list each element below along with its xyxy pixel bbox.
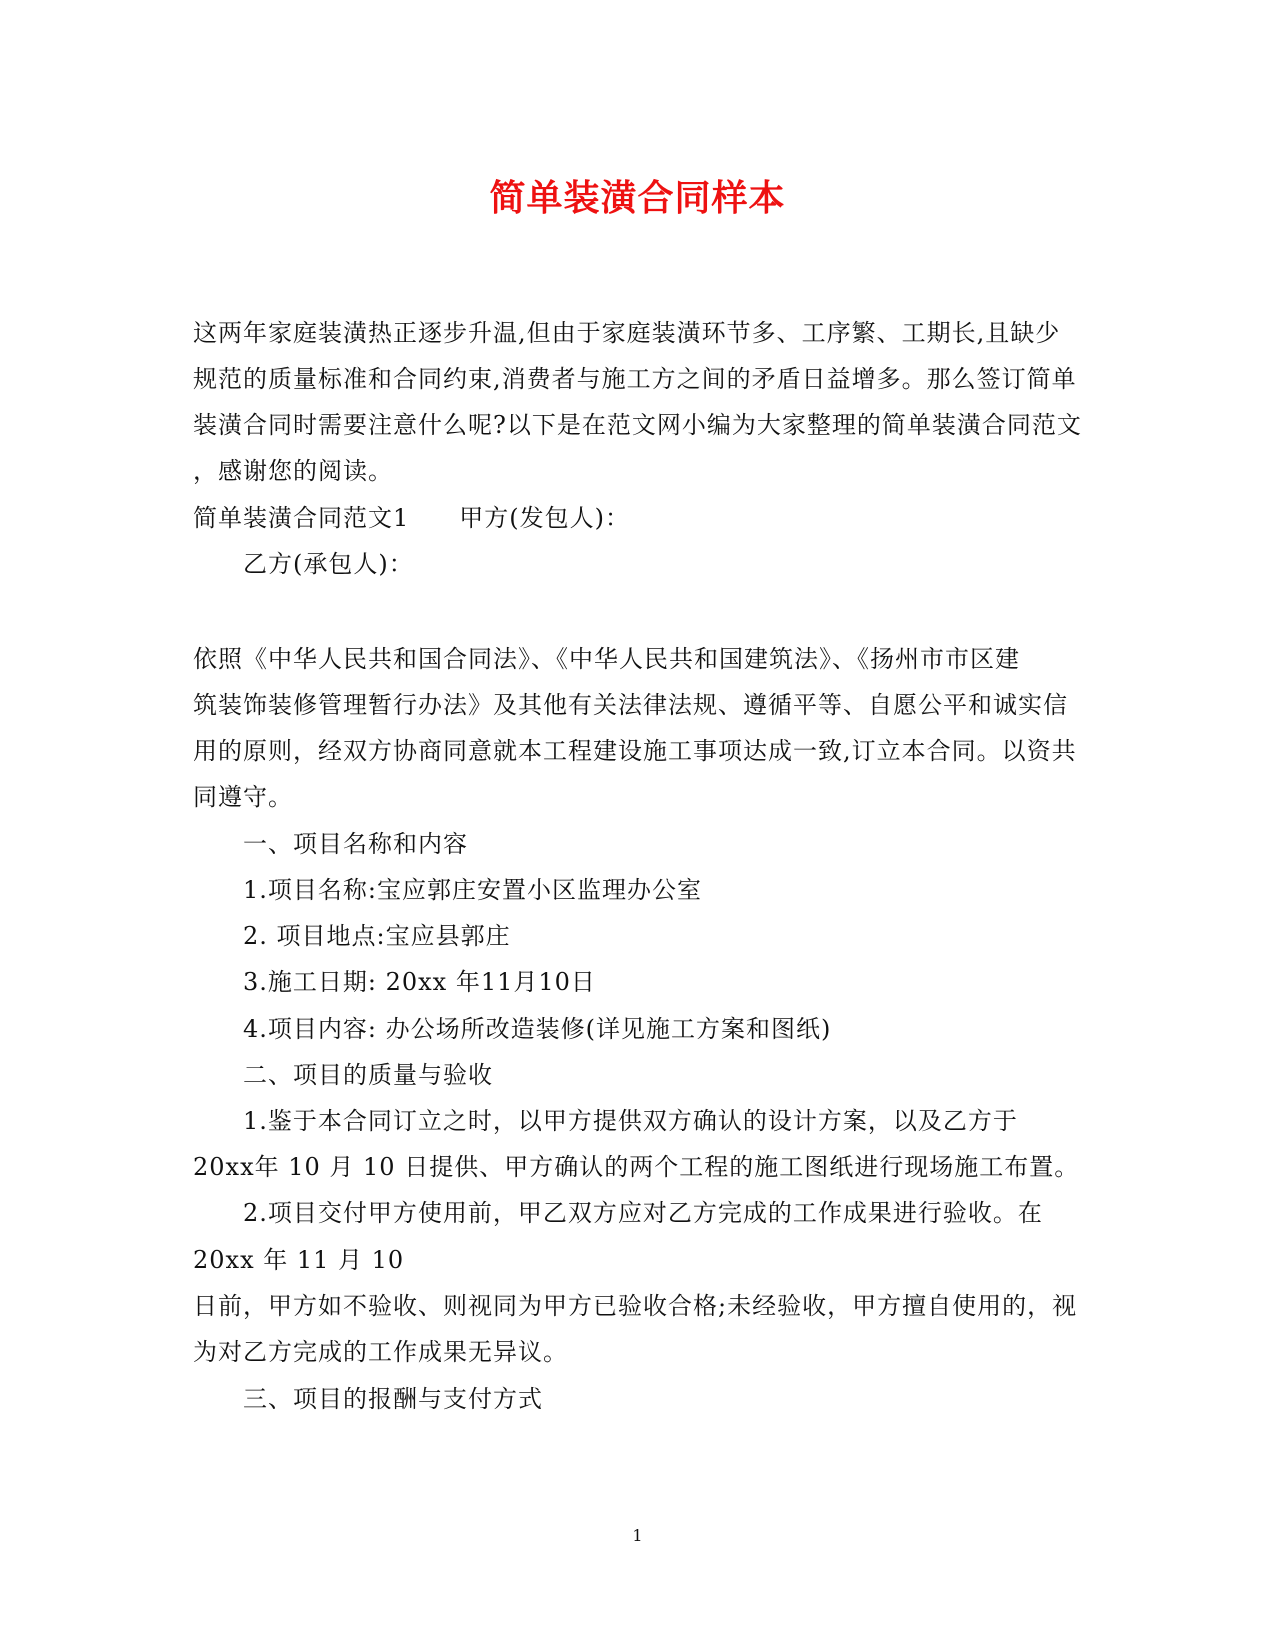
paragraph-line: 2.项目交付甲方使用前，甲乙双方应对乙方完成的工作成果进行验收。在 [243, 1199, 1043, 1227]
paragraph-line: 装潢合同时需要注意什么呢?以下是在范文网小编为大家整理的简单装潢合同范文 [193, 411, 1082, 439]
section-heading: 二、项目的质量与验收 [243, 1061, 493, 1089]
paragraph-line: 依照《中华人民共和国合同法》、《中华人民共和国建筑法》、《扬州市市区建 [193, 645, 1020, 673]
paragraph-line: 这两年家庭装潢热正逐步升温,但由于家庭装潢环节多、工序繁、工期长,且缺少 [193, 319, 1061, 347]
paragraph-line: 日前，甲方如不验收、则视同为甲方已验收合格;未经验收，甲方擅自使用的，视 [193, 1292, 1078, 1320]
paragraph-line: 同遵守。 [193, 783, 293, 811]
paragraph-line: 规范的质量标准和合同约束,消费者与施工方之间的矛盾日益增多。那么签订简单 [193, 365, 1077, 393]
paragraph-line: ，感谢您的阅读。 [193, 457, 393, 485]
paragraph-line: 1.项目名称:宝应郭庄安置小区监理办公室 [243, 876, 702, 904]
paragraph-line: 4.项目内容: 办公场所改造装修(详见施工方案和图纸) [243, 1015, 832, 1043]
paragraph-line: 用的原则，经双方协商同意就本工程建设施工事项达成一致,订立本合同。以资共 [193, 737, 1077, 765]
section-heading: 一、项目名称和内容 [243, 830, 468, 858]
paragraph-line: 乙方(承包人)： [243, 550, 414, 578]
paragraph-line: 筑装饰装修管理暂行办法》及其他有关法律法规、遵循平等、自愿公平和诚实信 [193, 691, 1068, 719]
section-heading: 三、项目的报酬与支付方式 [243, 1385, 543, 1413]
document-title: 简单装潢合同样本 [489, 177, 786, 219]
paragraph-line: 2. 项目地点:宝应县郭庄 [243, 922, 511, 950]
page-number: 1 [632, 1526, 643, 1545]
paragraph-line: 简单装潢合同范文1 甲方(发包人)： [193, 504, 630, 532]
paragraph-line: 20xx 年 11 月 10 [193, 1246, 405, 1274]
paragraph-line: 20xx年 10 月 10 日提供、甲方确认的两个工程的施工图纸进行现场施工布置。 [193, 1153, 1080, 1181]
paragraph-line: 1.鉴于本合同订立之时，以甲方提供双方确认的设计方案，以及乙方于 [243, 1107, 1018, 1135]
paragraph-line: 为对乙方完成的工作成果无异议。 [193, 1338, 568, 1366]
paragraph-line: 3.施工日期: 20xx 年11月10日 [243, 968, 596, 996]
